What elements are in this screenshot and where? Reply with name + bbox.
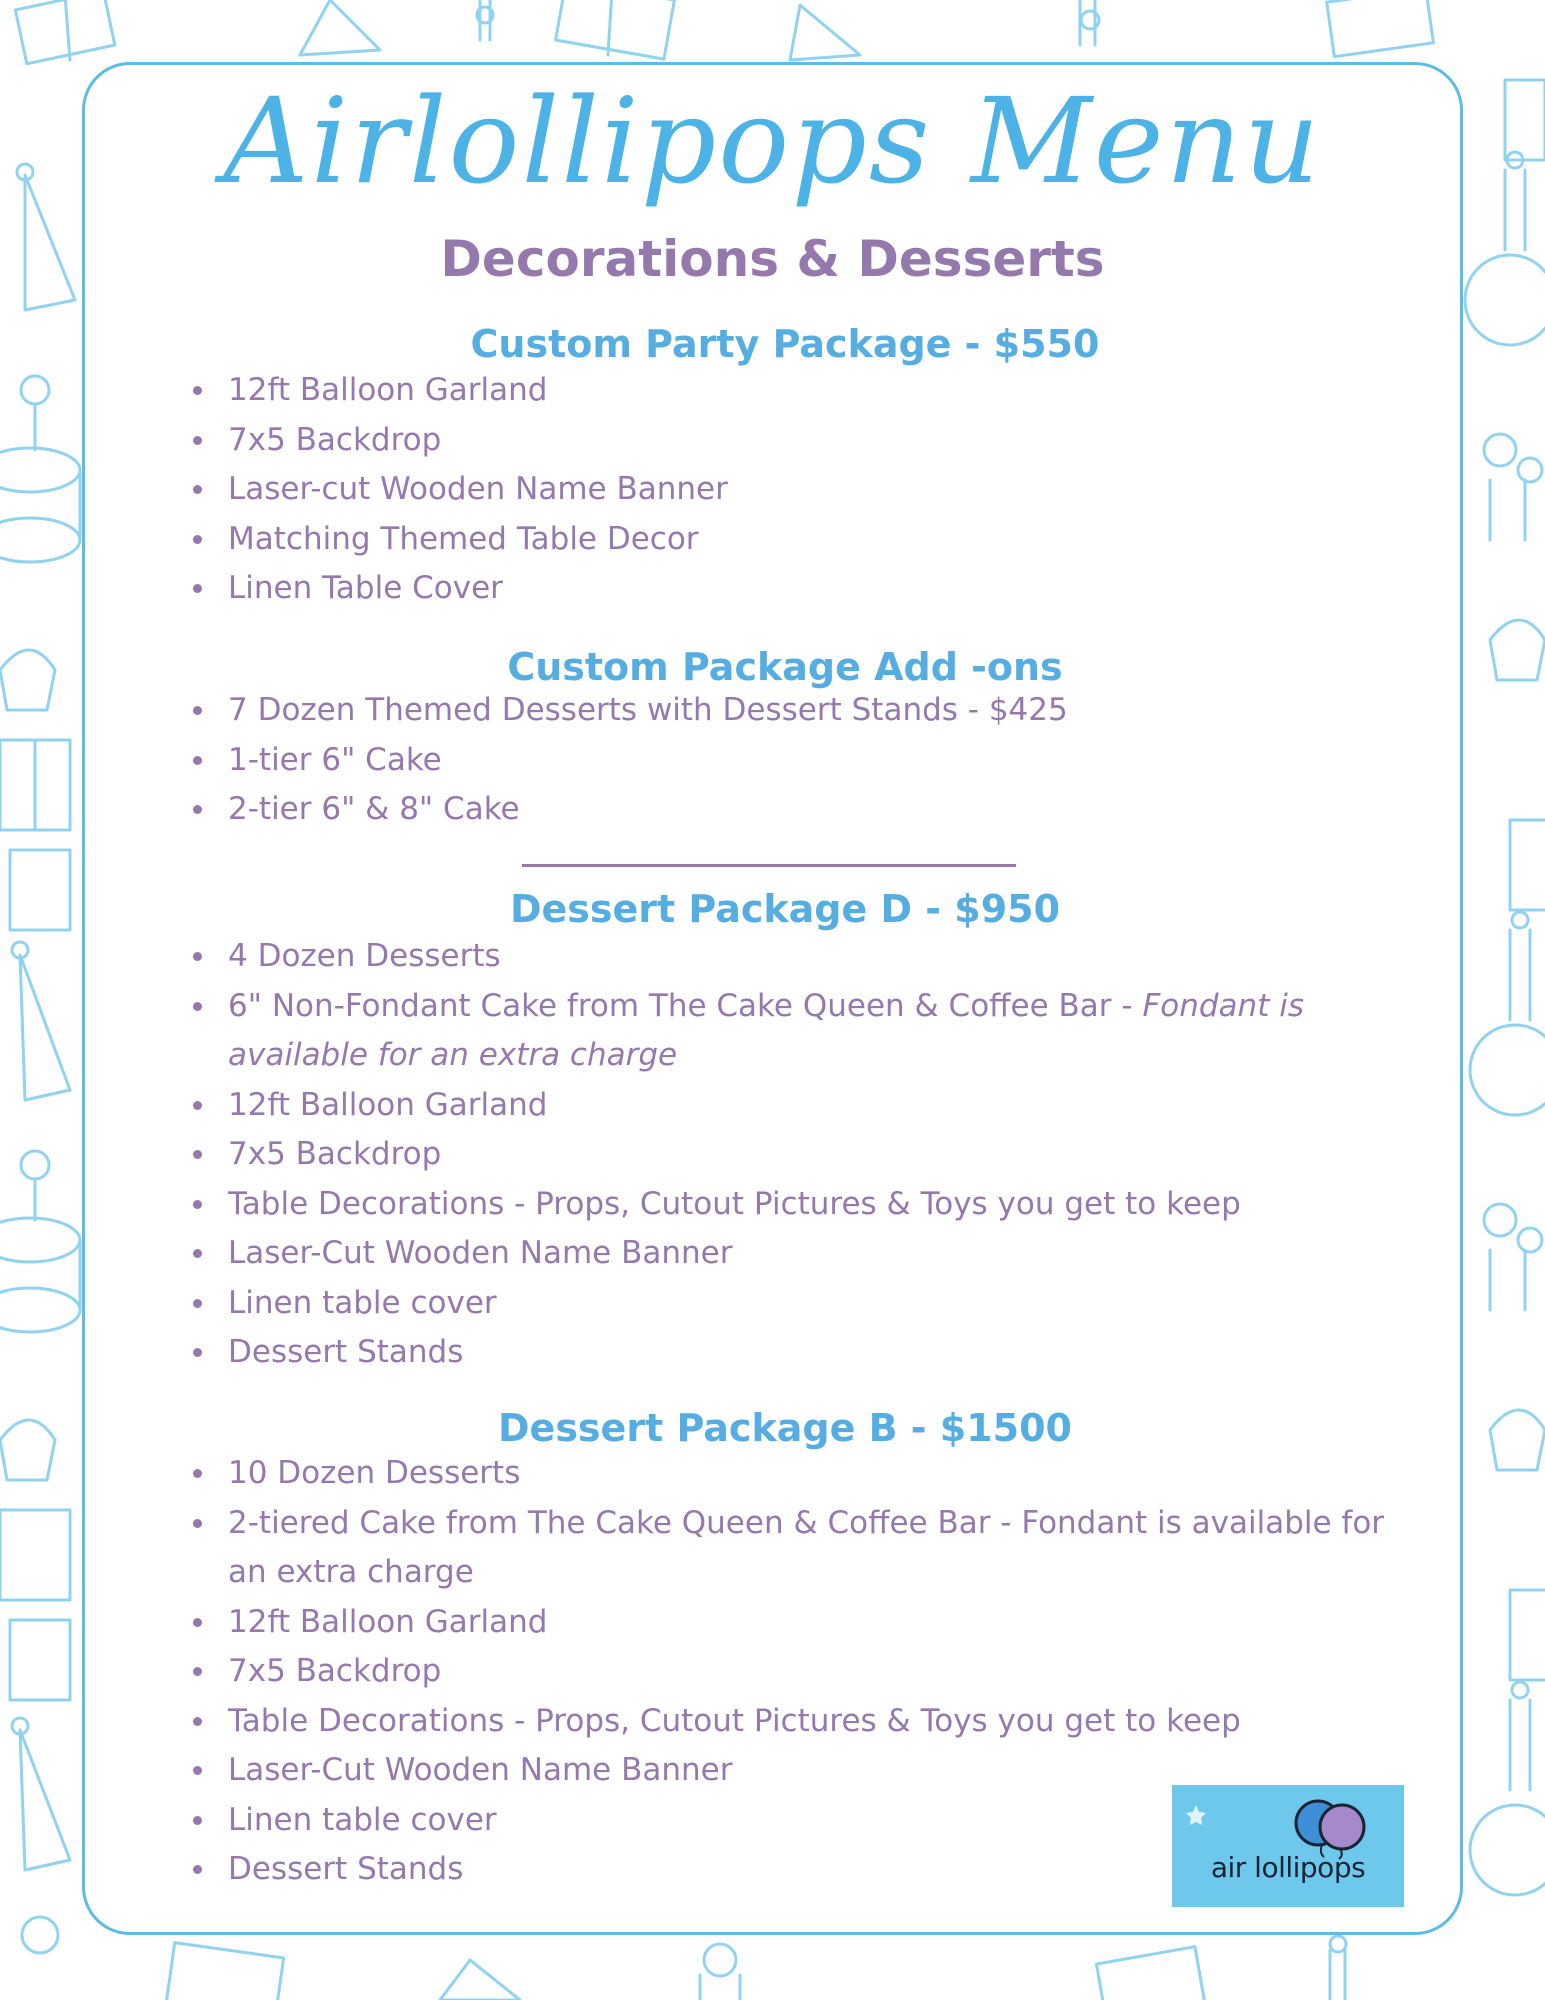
section-heading-custom-package-add-ons: Custom Package Add -ons	[507, 645, 1063, 689]
list-item: Linen Table Cover	[190, 564, 1390, 614]
gift-box-icon	[166, 1943, 283, 2000]
cupcake-icon	[1490, 620, 1545, 680]
list-item: 7x5 Backdrop	[190, 416, 1390, 466]
gift-box-icon	[1327, 0, 1434, 57]
list-item: 12ft Balloon Garland	[190, 366, 1390, 416]
list-item: 2-tiered Cake from The Cake Queen & Coffee Bar - Fondant is available for an extra charge	[190, 1499, 1390, 1598]
cake-icon	[0, 1151, 80, 1332]
list-item: Linen table cover	[190, 1279, 1390, 1329]
list-item: 7 Dozen Themed Desserts with Dessert Stands - $425	[190, 686, 1390, 736]
gift-box-icon	[15, 0, 114, 64]
list-item: Laser-Cut Wooden Name Banner	[190, 1229, 1390, 1279]
gift-box-icon	[0, 1510, 70, 1700]
gift-box-icon	[1510, 820, 1545, 910]
gift-box-icon	[1510, 1590, 1545, 1680]
list-item: Table Decorations - Props, Cutout Pictures & Toys you get to keep	[190, 1697, 1390, 1747]
list-item: 4 Dozen Desserts	[190, 932, 1390, 982]
add-ons-list	[190, 686, 1390, 835]
list-item: 2-tier 6" & 8" Cake	[190, 785, 1390, 835]
list-item: 12ft Balloon Garland	[190, 1081, 1390, 1131]
list-item: Linen table cover	[190, 1796, 1390, 1846]
candle-icon	[1510, 1682, 1530, 1790]
candle-icon	[1330, 1936, 1346, 2000]
cake-icon	[1484, 1204, 1542, 1310]
list-item: 1-tier 6" Cake	[190, 736, 1390, 786]
cupcake-icon	[0, 650, 55, 710]
gift-box-icon	[1096, 1947, 1204, 2000]
candle-icon	[1510, 912, 1530, 1020]
gift-box-icon	[0, 740, 70, 930]
balloon-icon	[1470, 1805, 1545, 1895]
section-heading-dessert-package-b: Dessert Package B - $1500	[498, 1406, 1072, 1450]
fondant-note: Fondant is available for an extra charge	[228, 987, 1304, 1073]
dessert-package-d-list	[190, 932, 1390, 1378]
candle-icon	[477, 0, 493, 40]
list-item: Dessert Stands	[190, 1328, 1390, 1378]
gift-box-icon	[556, 0, 675, 59]
page-subtitle: Decorations & Desserts	[440, 230, 1105, 288]
cake-icon	[1484, 434, 1542, 540]
list-item: Dessert Stands	[190, 1845, 1390, 1895]
balloons-icon	[1172, 1785, 1404, 1907]
section-divider	[522, 864, 1016, 867]
list-item: Laser-Cut Wooden Name Banner	[190, 1746, 1390, 1796]
list-item: 12ft Balloon Garland	[190, 1598, 1390, 1648]
custom-party-package-list	[190, 366, 1390, 614]
party-hat-icon	[440, 1960, 520, 2000]
cake-icon	[0, 376, 80, 562]
list-item: 7x5 Backdrop	[190, 1647, 1390, 1697]
party-hat-icon	[300, 0, 380, 55]
list-item: Matching Themed Table Decor	[190, 515, 1390, 565]
party-hat-icon	[790, 5, 860, 60]
list-item: Laser-cut Wooden Name Banner	[190, 465, 1390, 515]
list-item: Table Decorations - Props, Cutout Pictures & Toys you get to keep	[190, 1180, 1390, 1230]
list-item: 7x5 Backdrop	[190, 1130, 1390, 1180]
section-heading-custom-party-package: Custom Party Package - $550	[470, 322, 1100, 366]
balloon-icon	[1470, 1025, 1545, 1115]
candle-icon	[1080, 0, 1099, 45]
party-hat-icon	[12, 942, 70, 1100]
cupcake-icon	[0, 1420, 55, 1480]
party-hat-icon	[12, 1718, 70, 1870]
air-lollipops-logo	[1172, 1785, 1404, 1907]
list-item	[190, 982, 1390, 1081]
cupcake-icon	[1490, 1410, 1545, 1470]
list-item: 10 Dozen Desserts	[190, 1449, 1390, 1499]
page-title: Airlollipops Menu	[223, 72, 1322, 210]
section-heading-dessert-package-d: Dessert Package D - $950	[509, 887, 1061, 931]
list-item-text: 6" Non-Fondant Cake from The Cake Queen & Coffee Bar -	[228, 987, 1143, 1024]
logo-text: air lollipops	[1210, 1851, 1366, 1884]
